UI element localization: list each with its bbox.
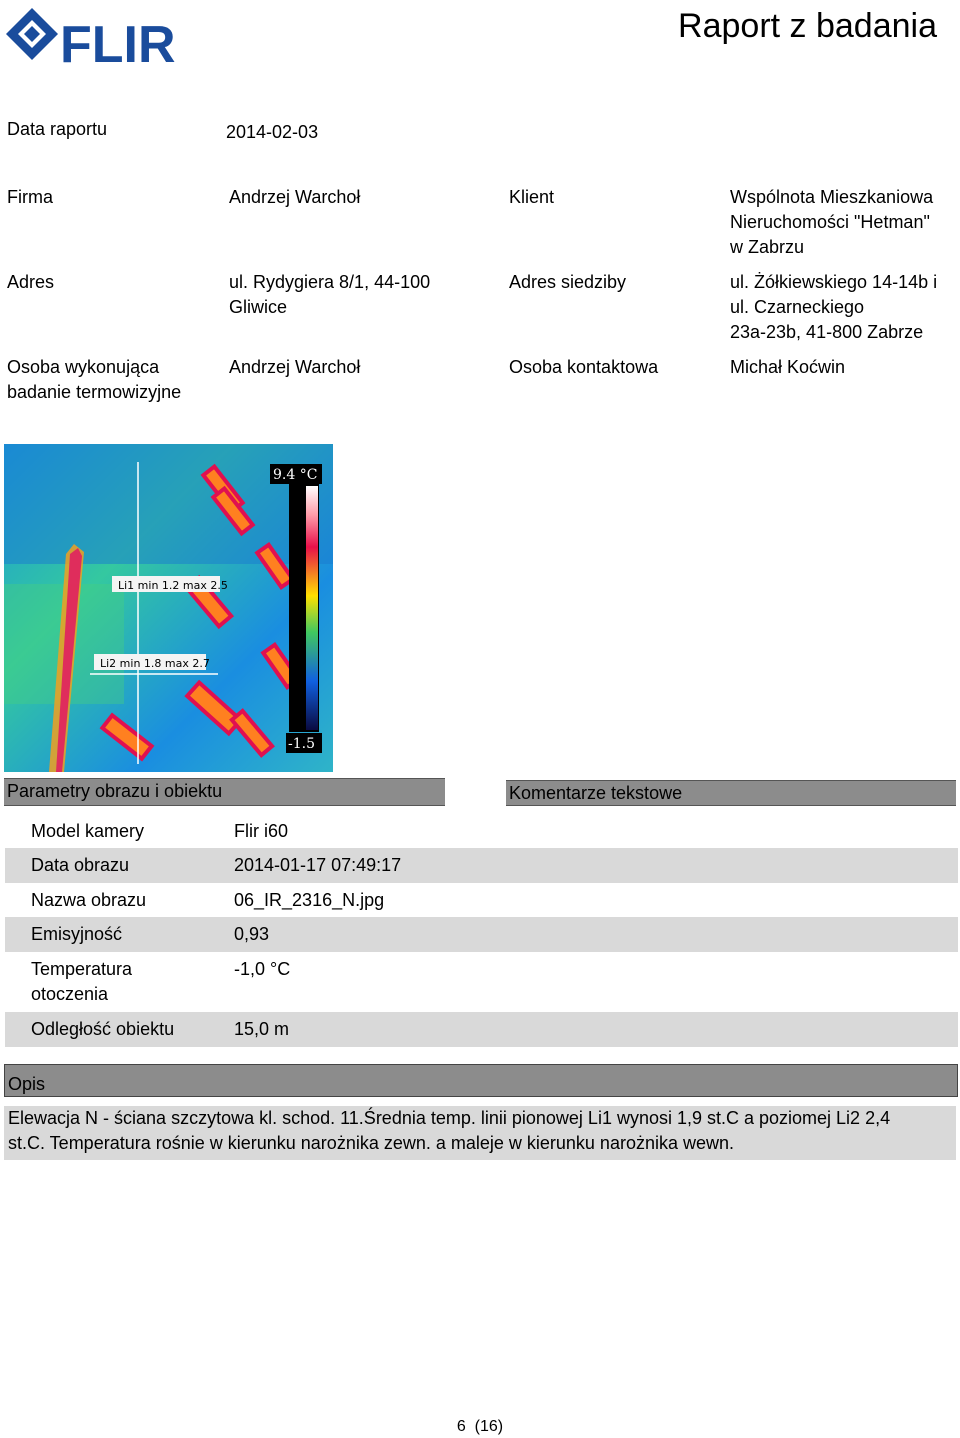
osoba-label-line: Osoba wykonująca [7,357,160,377]
firma-value: Andrzej Warchoł [229,187,361,207]
adres-siedziby-label: Adres siedziby [509,272,627,292]
min-temp-label: -1.5 [288,736,315,752]
opis-heading: Opis [4,1064,958,1097]
thermal-image [4,444,333,772]
param-key: Odległość obiektu [31,1019,175,1039]
li2-label: Li2 min 1.8 max 2.7 [100,657,210,670]
adres-siedziby-line: ul. Czarneckiego [730,297,865,317]
adres-siedziby-line: 23a-23b, 41-800 Zabrze [730,322,924,342]
page-current: 6 [456,1418,466,1435]
param-key: Emisyjność [31,924,123,944]
osoba-label-line: badanie termowizyjne [7,382,182,402]
param-value: 0,93 [234,924,270,944]
page-number [0,1418,960,1436]
param-row [5,848,958,883]
adres-value [229,270,430,320]
adres-siedziby-value [730,270,937,345]
osoba-value: Andrzej Warchoł [229,357,361,377]
klient-label: Klient [509,187,555,207]
max-temp-label: 9.4 °C [273,467,318,483]
param-key-line: Temperatura [31,959,133,979]
param-key: Nazwa obrazu [31,890,147,910]
comments-heading: Komentarze tekstowe [506,780,956,806]
kontakt-label: Osoba kontaktowa [509,357,659,377]
param-key: Data obrazu [31,855,130,875]
param-row [5,917,958,952]
param-value: 2014-01-17 07:49:17 [234,855,402,875]
flir-logo [4,6,194,76]
opis-body [4,1106,956,1160]
param-value: 06_IR_2316_N.jpg [234,890,385,910]
param-row [5,816,958,848]
adres-label: Adres [7,272,55,292]
param-key: Model kamery [31,821,145,841]
logo-text: FLIR [60,16,176,74]
report-title: Raport z badania [678,7,937,45]
param-value: -1,0 °C [234,959,291,979]
adres-siedziby-line: ul. Żółkiewskiego 14-14b i [730,272,938,292]
param-row [5,883,958,917]
klient-value-line: Wspólnota Mieszkaniowa [730,187,934,207]
params-heading: Parametry obrazu i obiektu [4,778,445,806]
param-row [5,1012,958,1047]
param-row [5,952,958,1012]
kontakt-value: Michał Koćwin [730,357,846,377]
klient-value [730,185,933,260]
report-date-value: 2014-02-03 [226,122,319,142]
klient-value-line: w Zabrzu [730,237,805,257]
klient-value-line: Nieruchomości "Hetman" [730,212,930,232]
param-key-line: otoczenia [31,984,109,1004]
param-value: 15,0 m [234,1019,290,1039]
param-value: Flir i60 [234,821,289,841]
opis-line: st.C. Temperatura rośnie w kierunku narożnika zewn. a maleje w kierunku narożnika wewn. [8,1133,735,1153]
report-date-label: Data raportu [7,119,108,139]
li1-label: Li1 min 1.2 max 2.5 [118,579,228,592]
firma-label: Firma [7,187,53,207]
page-total: (16) [474,1418,504,1435]
adres-value-line: ul. Rydygiera 8/1, 44-100 [229,272,431,292]
osoba-label [7,355,181,405]
opis-line: Elewacja N - ściana szczytowa kl. schod. 11.Średnia temp. linii pionowej Li1 wynosi 1,9 st.C a poziomej Li2 2,4 [8,1108,891,1128]
param-key [31,957,132,1007]
adres-value-line: Gliwice [229,297,288,317]
